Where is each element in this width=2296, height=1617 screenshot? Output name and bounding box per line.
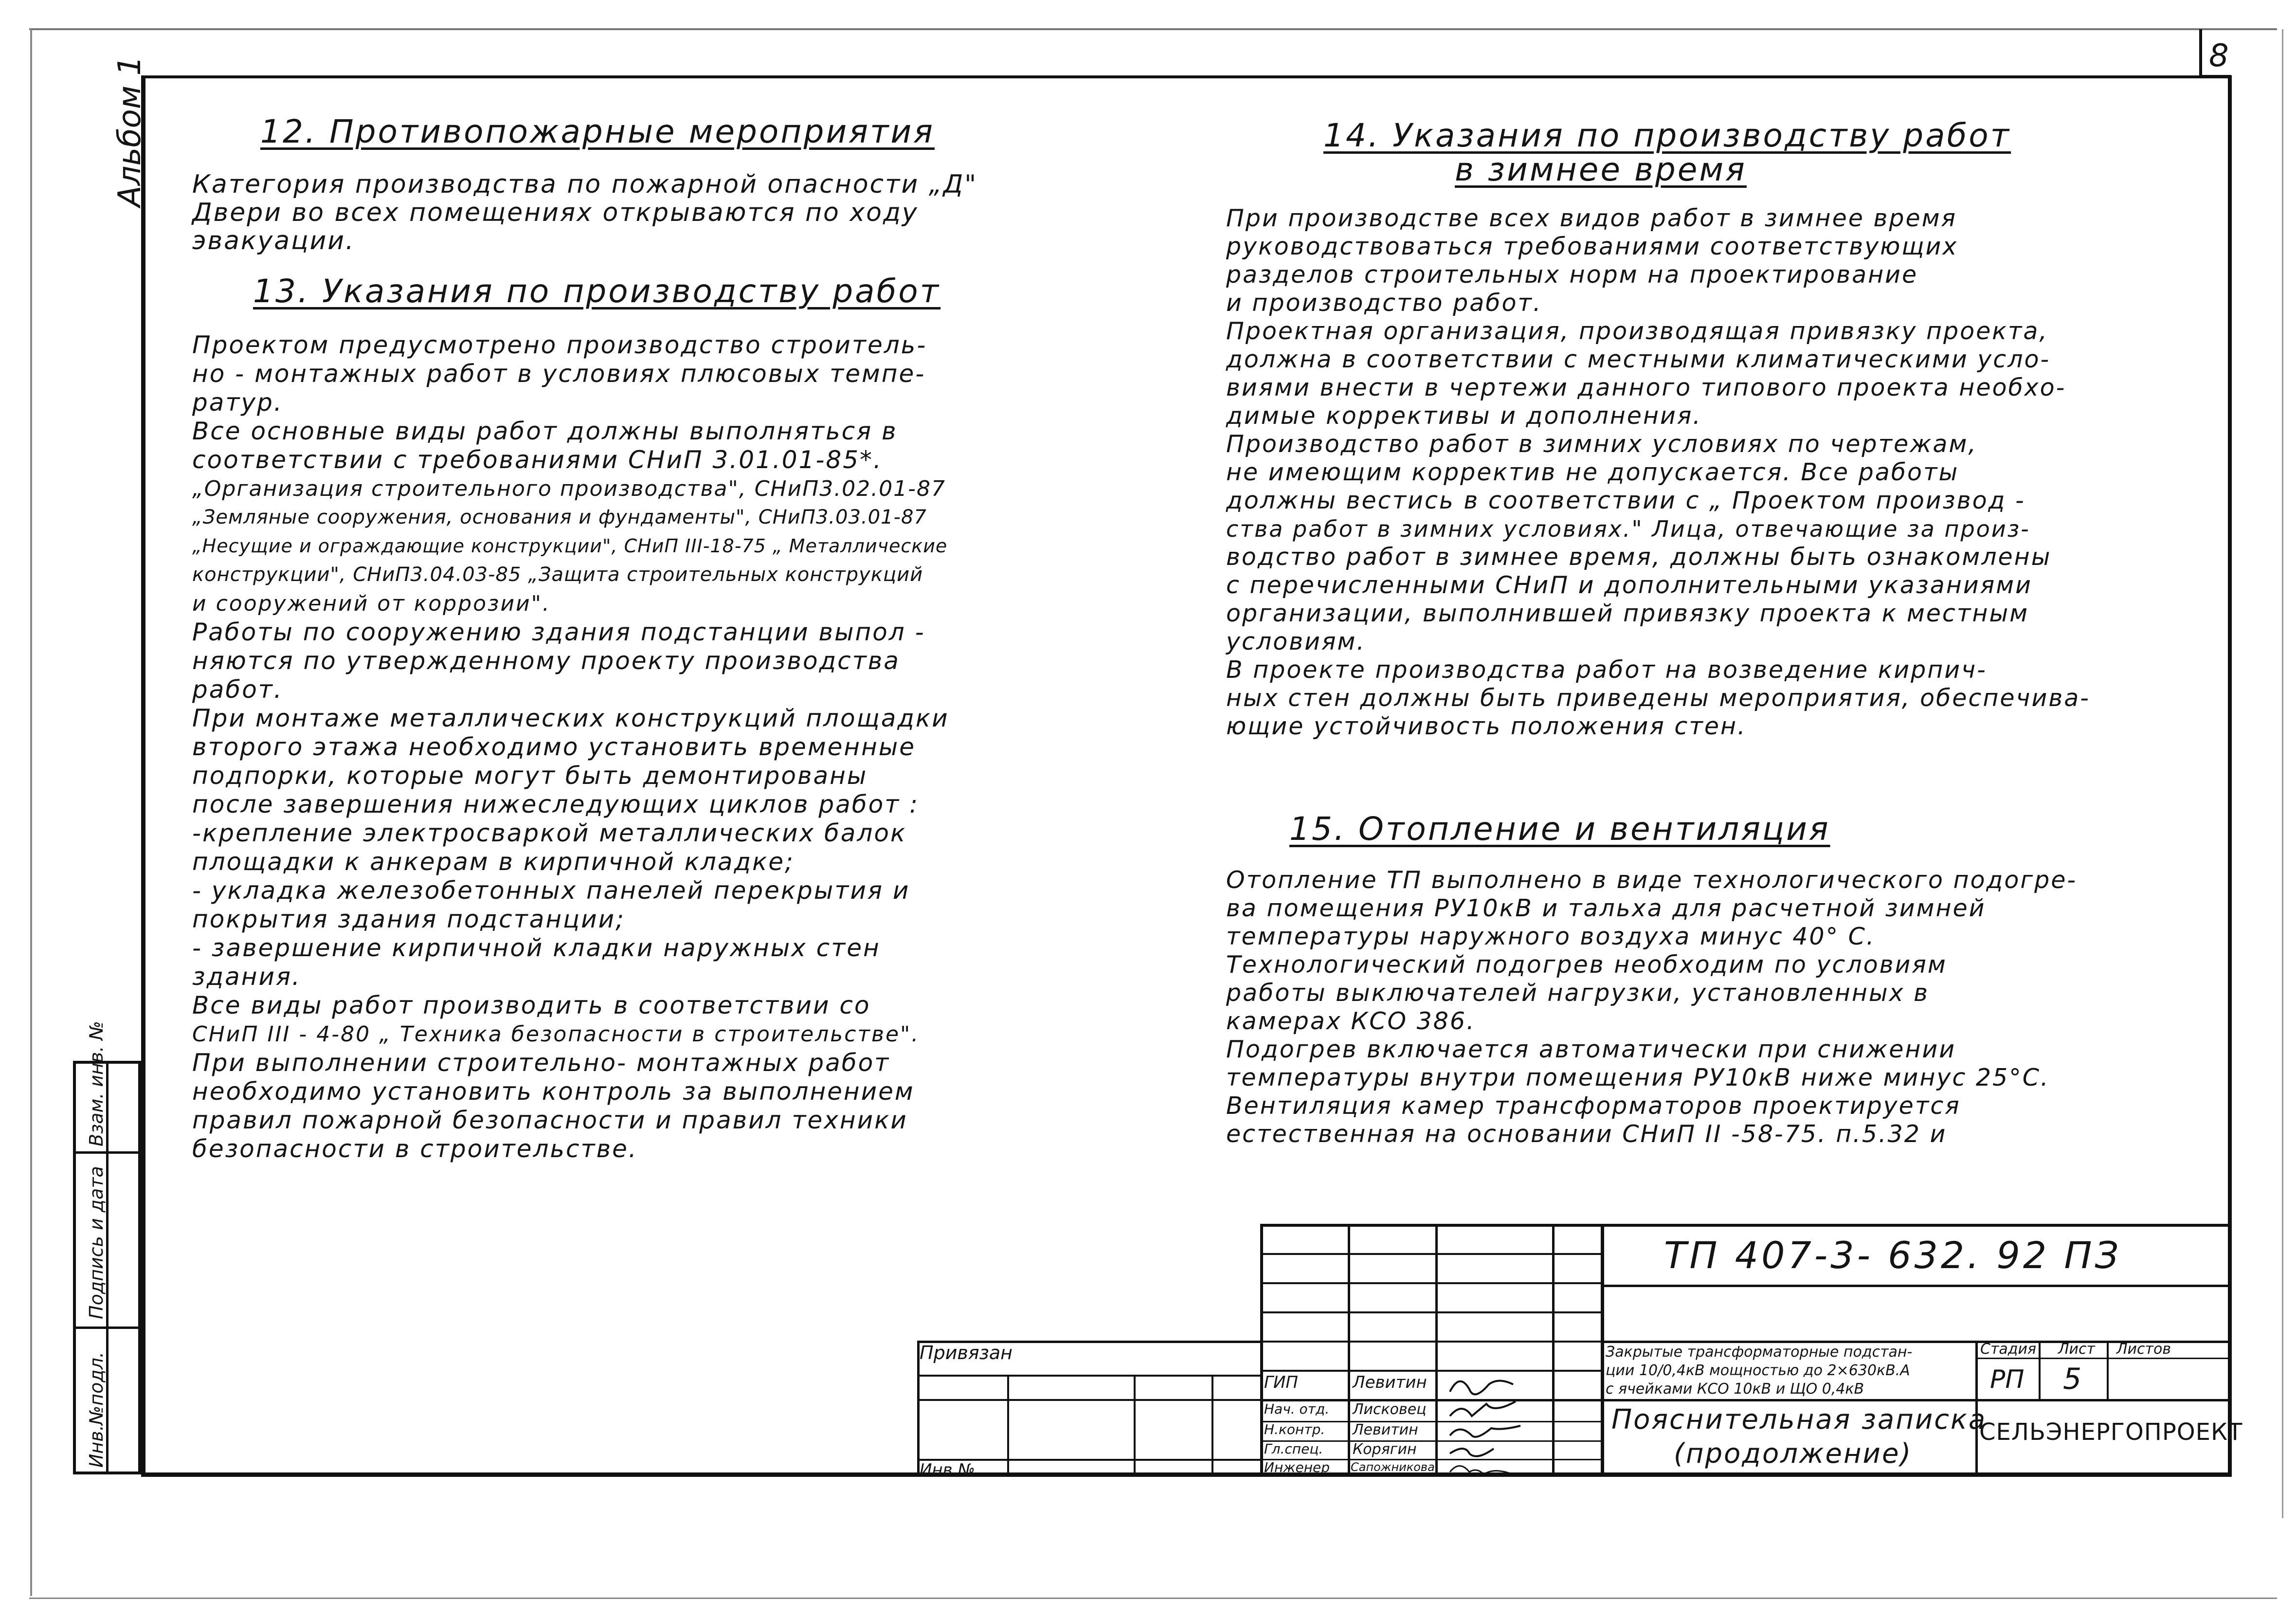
sheet-header: Лист bbox=[2058, 1341, 2096, 1358]
text-line: и производство работ. bbox=[1226, 289, 1542, 317]
text-line: с перечисленными СНиП и дополнительными указаниями bbox=[1226, 571, 2032, 599]
tb-line bbox=[1260, 1341, 1601, 1343]
text-line: -крепление электросваркой металлических балок bbox=[192, 819, 907, 847]
stage-value: РП bbox=[1990, 1365, 2025, 1394]
text-line: разделов строительных норм на проектирование bbox=[1226, 261, 1918, 289]
linked-label: Привязан bbox=[920, 1342, 1012, 1363]
tb-line bbox=[1260, 1224, 2232, 1227]
text-line: условиям. bbox=[1226, 628, 1366, 655]
text-line: работы выключателей нагрузки, установленных в bbox=[1226, 979, 1930, 1007]
tb-line bbox=[1260, 1224, 1263, 1477]
text-line: должны вестись в соответствии с „ Проектом производ - bbox=[1226, 487, 2025, 514]
text-line: ства работ в зимних условиях." Лица, отвечающие за произ- bbox=[1226, 516, 2030, 542]
role-label: ГИП bbox=[1264, 1373, 1298, 1392]
text-line: „Земляные сооружения, основания и фундаменты", СНиП3.03.01-87 bbox=[192, 506, 927, 528]
text-line: - укладка железобетонных панелей перекрытия и bbox=[192, 876, 910, 905]
text-line: камерах КСО 386. bbox=[1226, 1007, 1476, 1035]
text-line: эвакуации. bbox=[192, 226, 355, 255]
tb-line bbox=[917, 1399, 1260, 1401]
sheet-value: 5 bbox=[2063, 1362, 2082, 1396]
role-label: Гл.спец. bbox=[1264, 1441, 1323, 1457]
text-line: после завершения нижеследующих циклов работ : bbox=[192, 790, 920, 818]
tb-line bbox=[1601, 1399, 2232, 1401]
text-line: покрытия здания подстанции; bbox=[192, 905, 625, 933]
role-label: Нач. отд. bbox=[1264, 1401, 1330, 1417]
side-stamp-label: Взам. инв. № bbox=[86, 1020, 107, 1146]
text-line: „Несущие и ограждающие конструкции", СНиП ІІІ-18-75 „ Металлические bbox=[192, 535, 948, 557]
section-12-text bbox=[192, 170, 977, 255]
text-line: Работы по сооружению здания подстанции выпол - bbox=[192, 618, 925, 646]
text-line: второго этажа необходимо установить временные bbox=[192, 733, 916, 761]
tb-line bbox=[2107, 1341, 2109, 1399]
text-line: В проекте производства работ на возведение кирпич- bbox=[1226, 656, 1987, 684]
person-name: Левитин bbox=[1353, 1421, 1418, 1438]
text-line: Отопление ТП выполнено в виде технологического подогре- bbox=[1226, 866, 2078, 894]
section-15-text bbox=[1226, 866, 2077, 1148]
tb-line bbox=[1552, 1224, 1555, 1477]
sheets-header: Листов bbox=[2116, 1341, 2171, 1358]
text-line: безопасности в строительстве. bbox=[192, 1135, 638, 1163]
tb-line bbox=[1601, 1285, 2232, 1287]
tb-line bbox=[1601, 1224, 1604, 1477]
tb-line bbox=[1007, 1375, 1009, 1477]
text-line: Все виды работ производить в соответствии со bbox=[192, 991, 871, 1019]
document-subtitle: (продолжение) bbox=[1674, 1438, 1913, 1470]
stage-header: Стадия bbox=[1980, 1341, 2037, 1358]
tb-line bbox=[1211, 1375, 1213, 1477]
text-line: естественная на основании СНиП ІІ -58-75. п.5.32 и bbox=[1226, 1120, 1947, 1148]
project-title-line: ции 10/0,4кВ мощностью до 2×630кВ.А bbox=[1606, 1362, 1910, 1379]
text-line: площадки к анкерам в кирпичной кладке; bbox=[192, 848, 795, 876]
text-line: Категория производства по пожарной опасности „Д" bbox=[192, 170, 978, 199]
organization-name: СЕЛЬЭНЕРГОПРОЕКТ bbox=[1979, 1418, 2243, 1446]
text-line: не имеющим корректив не допускается. Все работы bbox=[1226, 458, 1959, 486]
role-label: Н.контр. bbox=[1264, 1421, 1325, 1437]
text-line: ющие устойчивость положения стен. bbox=[1226, 712, 1747, 740]
tb-line bbox=[2039, 1341, 2041, 1399]
person-name: Корягин bbox=[1353, 1441, 1417, 1458]
text-line: Подогрев включается автоматически при снижении bbox=[1226, 1036, 1956, 1063]
inv-label: Инв.№ bbox=[920, 1460, 975, 1480]
signatures-graphic bbox=[1440, 1370, 1552, 1477]
section-15-heading: 15. Отопление и вентиляция bbox=[1289, 810, 1830, 848]
text-line: необходимо установить контроль за выполнением bbox=[192, 1077, 915, 1106]
document-code: ТП 407-3- 632. 92 ПЗ bbox=[1664, 1234, 2122, 1277]
text-line: ва помещения РУ10кВ и тальха для расчетной зимней bbox=[1226, 894, 1986, 922]
person-name: Лисковец bbox=[1353, 1401, 1427, 1418]
text-line: должна в соответствии с местными климатическими усло- bbox=[1226, 345, 2051, 373]
side-stamp-row-line bbox=[76, 1326, 138, 1329]
text-line: руководствоваться требованиями соответствующих bbox=[1226, 233, 1958, 260]
text-line: няются по утвержденному проекту производства bbox=[192, 647, 900, 675]
tb-line bbox=[1260, 1253, 1601, 1255]
text-line: водство работ в зимнее время, должны быть ознакомлены bbox=[1226, 543, 2052, 571]
tb-line bbox=[1435, 1224, 1438, 1477]
text-line: и сооружений от коррозии". bbox=[192, 591, 551, 616]
person-name: Сапожникова bbox=[1351, 1460, 1435, 1474]
text-line: температуры внутри помещения РУ10кВ ниже минус 25°С. bbox=[1226, 1064, 2050, 1091]
outer-border-left bbox=[30, 29, 32, 1596]
text-line: ных стен должны быть приведены мероприятия, обеспечива- bbox=[1226, 684, 2090, 712]
text-line: При монтаже металлических конструкций площадки bbox=[192, 704, 949, 732]
section-13-text bbox=[192, 331, 949, 1163]
section-14-heading-line2: в зимнее время bbox=[1455, 151, 1747, 188]
tb-line bbox=[1260, 1282, 1601, 1284]
text-line: температуры наружного воздуха минус 40° С. bbox=[1226, 923, 1876, 950]
text-line: виями внести в чертежи данного типового проекта необхо- bbox=[1226, 374, 2066, 401]
text-line: При выполнении строительно- монтажных работ bbox=[192, 1049, 890, 1077]
outer-border-right bbox=[2282, 29, 2283, 1518]
section-13-heading: 13. Указания по производству работ bbox=[253, 273, 941, 310]
album-label: Альбом 1 bbox=[112, 55, 148, 207]
document-title: Пояснительная записка bbox=[1611, 1404, 1987, 1435]
tb-line bbox=[917, 1375, 1260, 1377]
text-line: Проектная организация, производящая привязку проекта, bbox=[1226, 317, 2049, 345]
text-line: димые коррективы и дополнения. bbox=[1226, 402, 1702, 430]
section-14-text bbox=[1226, 204, 2090, 741]
text-line: Вентиляция камер трансформаторов проектируется bbox=[1226, 1092, 1961, 1120]
text-line: Все основные виды работ должны выполняться в bbox=[192, 417, 898, 445]
project-title bbox=[1606, 1343, 1975, 1399]
text-line: Производство работ в зимних условиях по чертежам, bbox=[1226, 430, 1977, 458]
title-block bbox=[920, 1224, 2243, 1480]
tb-line bbox=[1260, 1311, 1601, 1313]
side-stamp-label: Подпись и дата bbox=[86, 1166, 107, 1319]
section-14-heading: 14. Указания по производству работ bbox=[1323, 117, 2011, 154]
text-line: но - монтажных работ в условиях плюсовых темпе- bbox=[192, 360, 926, 388]
text-line: организации, выполнившей привязку проекта к местным bbox=[1226, 600, 2029, 627]
text-line: Проектом предусмотрено производство строитель- bbox=[192, 331, 927, 359]
text-line: „Организация строительного производства", СНиП3.02.01-87 bbox=[192, 476, 946, 501]
text-line: ратур. bbox=[192, 388, 283, 417]
text-line: здания. bbox=[192, 963, 301, 991]
tb-line bbox=[1348, 1224, 1350, 1477]
text-line: Технологический подогрев необходим по условиям bbox=[1226, 951, 1947, 979]
side-stamp-label: Инв.№подл. bbox=[86, 1351, 107, 1468]
sheet-number: 8 bbox=[2209, 38, 2229, 74]
text-line: работ. bbox=[192, 675, 283, 704]
outer-border-bottom bbox=[29, 1598, 2277, 1599]
role-label: Инженер bbox=[1264, 1459, 1330, 1475]
text-line: - завершение кирпичной кладки наружных стен bbox=[192, 934, 881, 962]
text-line: СНиП ІІІ - 4-80 „ Техника безопасности в строительстве". bbox=[192, 1022, 920, 1047]
tb-line bbox=[1975, 1358, 2232, 1359]
project-title-line: с ячейками КСО 10кВ и ЩО 0,4кВ bbox=[1606, 1381, 1864, 1398]
text-line: конструкции", СНиП3.04.03-85 „Защита строительных конструкций bbox=[192, 563, 923, 586]
text-line: подпорки, которые могут быть демонтированы bbox=[192, 762, 868, 790]
person-name: Левитин bbox=[1353, 1373, 1427, 1392]
outer-border-top bbox=[29, 28, 2277, 30]
text-line: При производстве всех видов работ в зимнее время bbox=[1226, 204, 1957, 232]
project-title-line: Закрытые трансформаторные подстан- bbox=[1606, 1344, 1913, 1361]
text-line: правил пожарной безопасности и правил техники bbox=[192, 1106, 908, 1134]
text-line: Двери во всех помещениях открываются по ходу bbox=[192, 198, 919, 227]
tb-line bbox=[1134, 1375, 1136, 1477]
text-line: соответствии с требованиями СНиП 3.01.01-85*. bbox=[192, 446, 883, 474]
side-stamp-row-line bbox=[76, 1151, 138, 1154]
section-12-heading: 12. Противопожарные мероприятия bbox=[260, 113, 935, 150]
side-stamp bbox=[73, 1020, 141, 1474]
